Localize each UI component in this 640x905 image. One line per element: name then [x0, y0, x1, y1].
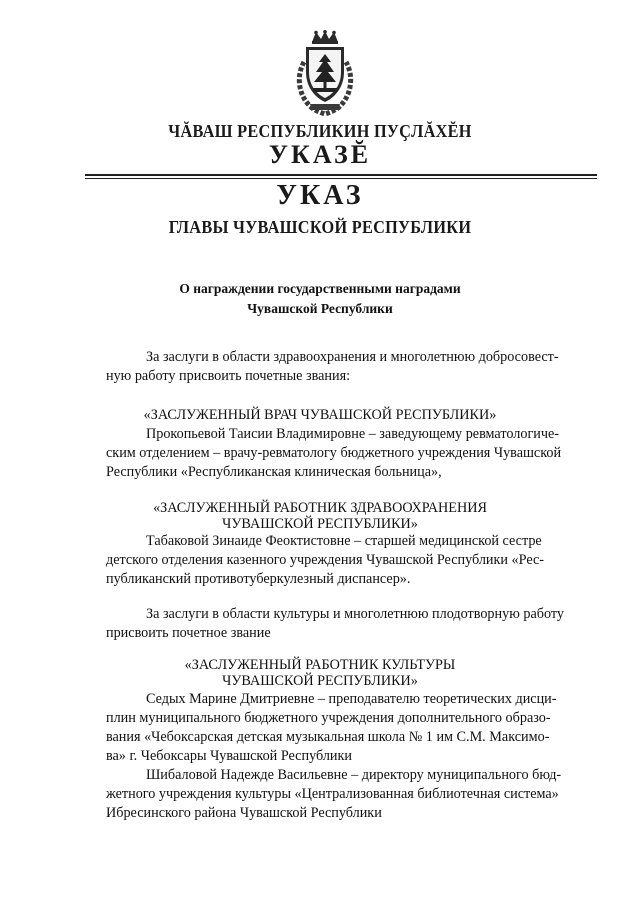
paragraph-line: ва» г. Чебоксары Чувашской Республики	[106, 748, 352, 764]
paragraph-line: Табаковой Зинаиде Феоктистовне – старшей медицинской сестре	[146, 533, 542, 549]
paragraph-line: За заслуги в области здравоохранения и многолетнюю добросовест-	[146, 349, 559, 365]
honorary-title: ЧУВАШСКОЙ РЕСПУБЛИКИ»	[222, 516, 418, 532]
coat-of-arms-emblem-icon	[288, 30, 362, 116]
issuer-line: ГЛАВЫ ЧУВАШСКОЙ РЕСПУБЛИКИ	[168, 217, 472, 237]
paragraph-line: присвоить почетное звание	[106, 625, 271, 641]
header-divider-thin	[85, 178, 597, 179]
paragraph-line: ную работу присвоить почетные звания:	[106, 368, 351, 384]
honorary-title: «ЗАСЛУЖЕННЫЙ РАБОТНИК ЗДРАВООХРАНЕНИЯ	[153, 500, 487, 516]
paragraph-line: жетного учреждения культуры «Централизованная библиотечная система»	[106, 786, 559, 802]
paragraph-line: Прокопьевой Таисии Владимировне – заведующему ревматологиче-	[146, 426, 560, 442]
paragraph-line: плин муниципального бюджетного учреждения дополнительного образо-	[106, 710, 551, 726]
paragraph-line: ским отделением – врачу-ревматологу бюджетного учреждения Чувашской	[106, 445, 562, 461]
paragraph-line: Республики «Республиканская клиническая больница»,	[106, 464, 442, 480]
decree-title: УКАЗ	[276, 180, 364, 211]
paragraph-line: Ибресинского района Чувашской Республики	[106, 805, 382, 821]
paragraph-line: публиканский противотуберкулезный диспансер».	[106, 571, 411, 587]
chuvash-decree-title: УКАЗĔ	[268, 140, 372, 169]
paragraph-line: Седых Марине Дмитриевне – преподавателю теоретических дисци-	[146, 691, 557, 707]
paragraph-line: детского отделения казенного учреждения Чувашской Республики «Рес-	[106, 552, 545, 568]
subject-line: Чувашской Республики	[247, 301, 393, 316]
paragraph-line: вания «Чебоксарская детская музыкальная школа № 1 им С.М. Максимо-	[106, 729, 550, 745]
paragraph-line: Шибаловой Надежде Васильевне – директору муниципального бюд-	[146, 767, 562, 783]
decree-subject	[0, 279, 640, 319]
subject-line: О награждении государственными наградами	[179, 281, 461, 296]
honorary-title: «ЗАСЛУЖЕННЫЙ РАБОТНИК КУЛЬТУРЫ	[184, 657, 456, 673]
paragraph-line: За заслуги в области культуры и многолетнюю плодотворную работу	[146, 606, 564, 622]
header-divider-thick	[85, 174, 597, 176]
chuvash-header-line: ЧĂВАШ РЕСПУБЛИКИН ПУҪЛĂХĔН	[168, 121, 472, 141]
honorary-title: ЧУВАШСКОЙ РЕСПУБЛИКИ»	[222, 673, 418, 689]
honorary-title: «ЗАСЛУЖЕННЫЙ ВРАЧ ЧУВАШСКОЙ РЕСПУБЛИКИ»	[143, 407, 497, 423]
